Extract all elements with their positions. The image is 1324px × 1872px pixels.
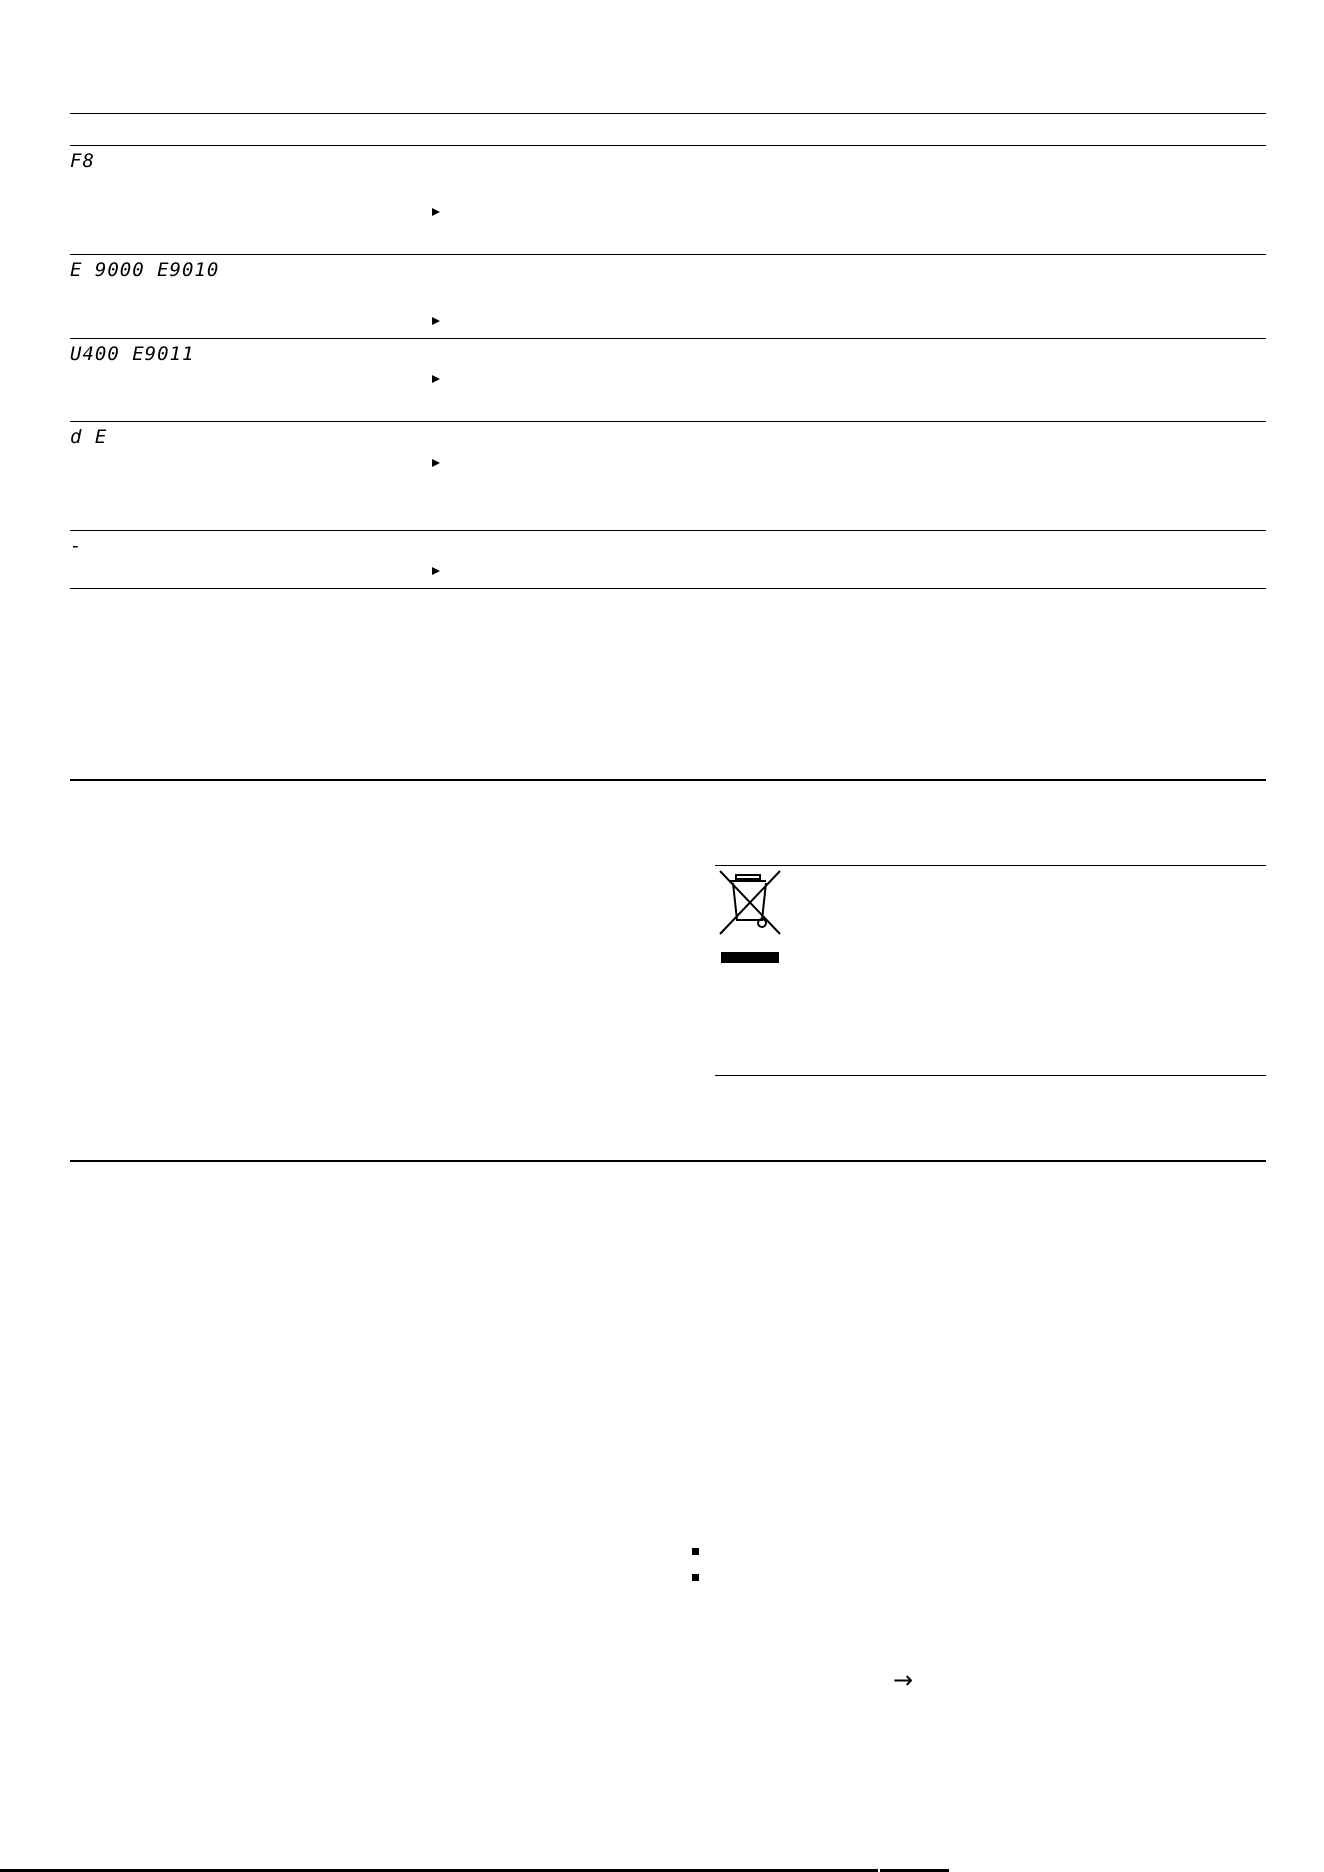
remedy-arrow-icon xyxy=(432,459,440,467)
remedy-arrow-icon xyxy=(432,208,440,216)
list-bullet xyxy=(692,1548,699,1555)
section-rule xyxy=(70,779,1266,781)
cross-reference-arrow: → xyxy=(893,1666,914,1694)
row-divider xyxy=(70,254,1266,255)
notice-bottom-rule xyxy=(715,1075,1266,1076)
row-divider xyxy=(70,530,1266,531)
row-divider xyxy=(70,338,1266,339)
remedy-arrow-icon xyxy=(432,317,440,325)
error-code: - xyxy=(70,535,83,557)
table-bottom-rule xyxy=(70,588,1266,589)
error-code: d E xyxy=(70,426,108,448)
table-header-rule xyxy=(70,145,1266,146)
error-code: U400 E9011 xyxy=(70,343,195,365)
crossed-out-wheelie-bin-icon xyxy=(716,868,784,964)
table-top-rule xyxy=(70,113,1266,114)
section-rule xyxy=(70,1160,1266,1162)
row-divider xyxy=(70,421,1266,422)
list-bullet xyxy=(692,1574,699,1581)
notice-top-rule xyxy=(715,865,1266,866)
error-code: F8 xyxy=(70,150,95,172)
remedy-arrow-icon xyxy=(432,375,440,383)
remedy-arrow-icon xyxy=(432,567,440,575)
error-code: E 9000 E9010 xyxy=(70,259,220,281)
